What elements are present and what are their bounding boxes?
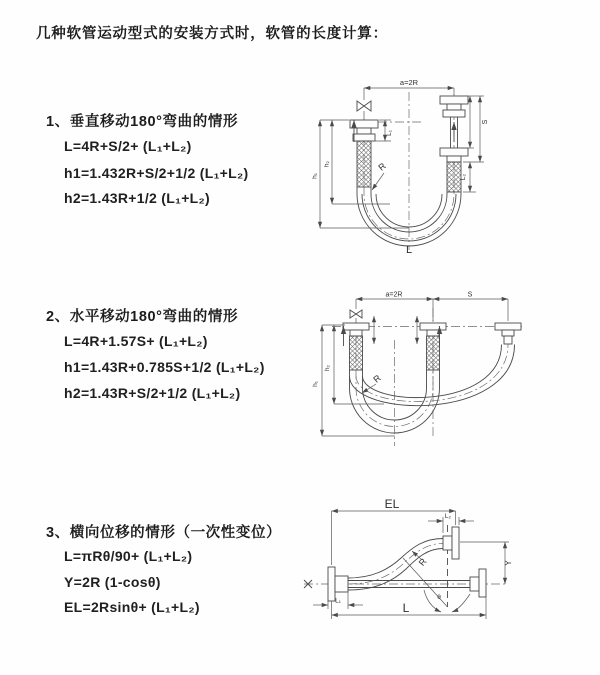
dim-label-el: EL	[384, 497, 400, 511]
dim-label-r: R	[376, 160, 388, 173]
valve-icon	[350, 310, 362, 323]
formula-line: L=4R+1.57S+ (L₁+L₂)	[64, 333, 208, 349]
dim-label-l: L	[402, 601, 410, 615]
upper-flange	[443, 527, 459, 559]
hose-u-bend-near	[350, 336, 440, 433]
section-2-heading: 2、水平移动180°弯曲的情形	[46, 309, 239, 325]
middle-hose-fitting	[420, 323, 446, 370]
dim-label-l2: L₂	[444, 513, 452, 520]
page-title: 几种软管运动型式的安装方式时，软管的长度计算：	[36, 26, 388, 42]
left-hose-fitting	[350, 120, 378, 187]
left-flange	[328, 567, 348, 601]
diagram-vertical-180-bend	[312, 76, 564, 256]
dimension-l2	[428, 513, 474, 533]
section-3-heading: 3、横向位移的情形（一次性变位）	[46, 525, 282, 541]
fitting-length-dims	[374, 316, 417, 344]
formula-line: L=πRθ/90+ (L₁+L₂)	[64, 548, 193, 564]
formula-line: Y=2R (1-cosθ)	[64, 574, 161, 590]
diagram-lateral-displacement	[300, 497, 598, 669]
right-flange	[470, 569, 486, 597]
formula-line: h1=1.432R+S/2+1/2 (L₁+L₂)	[64, 165, 249, 181]
formula-line: L=4R+S/2+ (L₁+L₂)	[64, 138, 192, 154]
radius-callout	[372, 160, 388, 190]
left-hose-fitting	[343, 323, 369, 370]
dim-label-s: S	[482, 119, 489, 125]
radius-construction	[403, 551, 470, 612]
dimension-y	[460, 542, 513, 584]
section-1-heading: 1、垂直移动180°弯曲的情形	[46, 114, 239, 130]
formula-line: h2=1.43R+1/2 (L₁+L₂)	[64, 190, 211, 206]
dimension-el	[332, 497, 456, 565]
dim-label-h2: h₂	[324, 364, 331, 372]
dim-label-l: L	[405, 244, 413, 256]
valve-icon	[357, 101, 371, 120]
dim-label-h2: h₂	[323, 160, 331, 168]
dim-label-h1: h₁	[312, 173, 319, 179]
dimension-l1	[313, 592, 363, 609]
formula-line: EL=2Rsinθ+ (L₁+L₂)	[64, 599, 200, 615]
hose-displaced-position	[348, 539, 443, 591]
diagram-horizontal-180-bend	[312, 288, 592, 456]
dim-label-span: a=2R	[399, 78, 419, 87]
dim-label-r: R	[371, 372, 383, 385]
dim-label-l2: L₂	[460, 173, 467, 181]
dim-label-s: S	[467, 291, 473, 299]
dim-label-span: a=2R	[385, 291, 403, 299]
dim-label-l1: L₁	[386, 130, 393, 136]
formula-line: h2=1.43R+S/2+1/2 (L₁+L₂)	[64, 385, 241, 401]
dim-label-y: Y	[504, 560, 513, 566]
right-hose-fitting	[495, 323, 521, 344]
dimension-span-s	[356, 292, 508, 322]
dim-label-theta: θ	[437, 594, 441, 601]
formula-line: h1=1.43R+0.785S+1/2 (L₁+L₂)	[64, 359, 265, 375]
dimension-l	[332, 597, 487, 619]
dim-label-r: R	[416, 556, 429, 568]
dim-label-l1: L₁	[335, 597, 341, 605]
dim-label-h1: h₁	[312, 381, 319, 387]
